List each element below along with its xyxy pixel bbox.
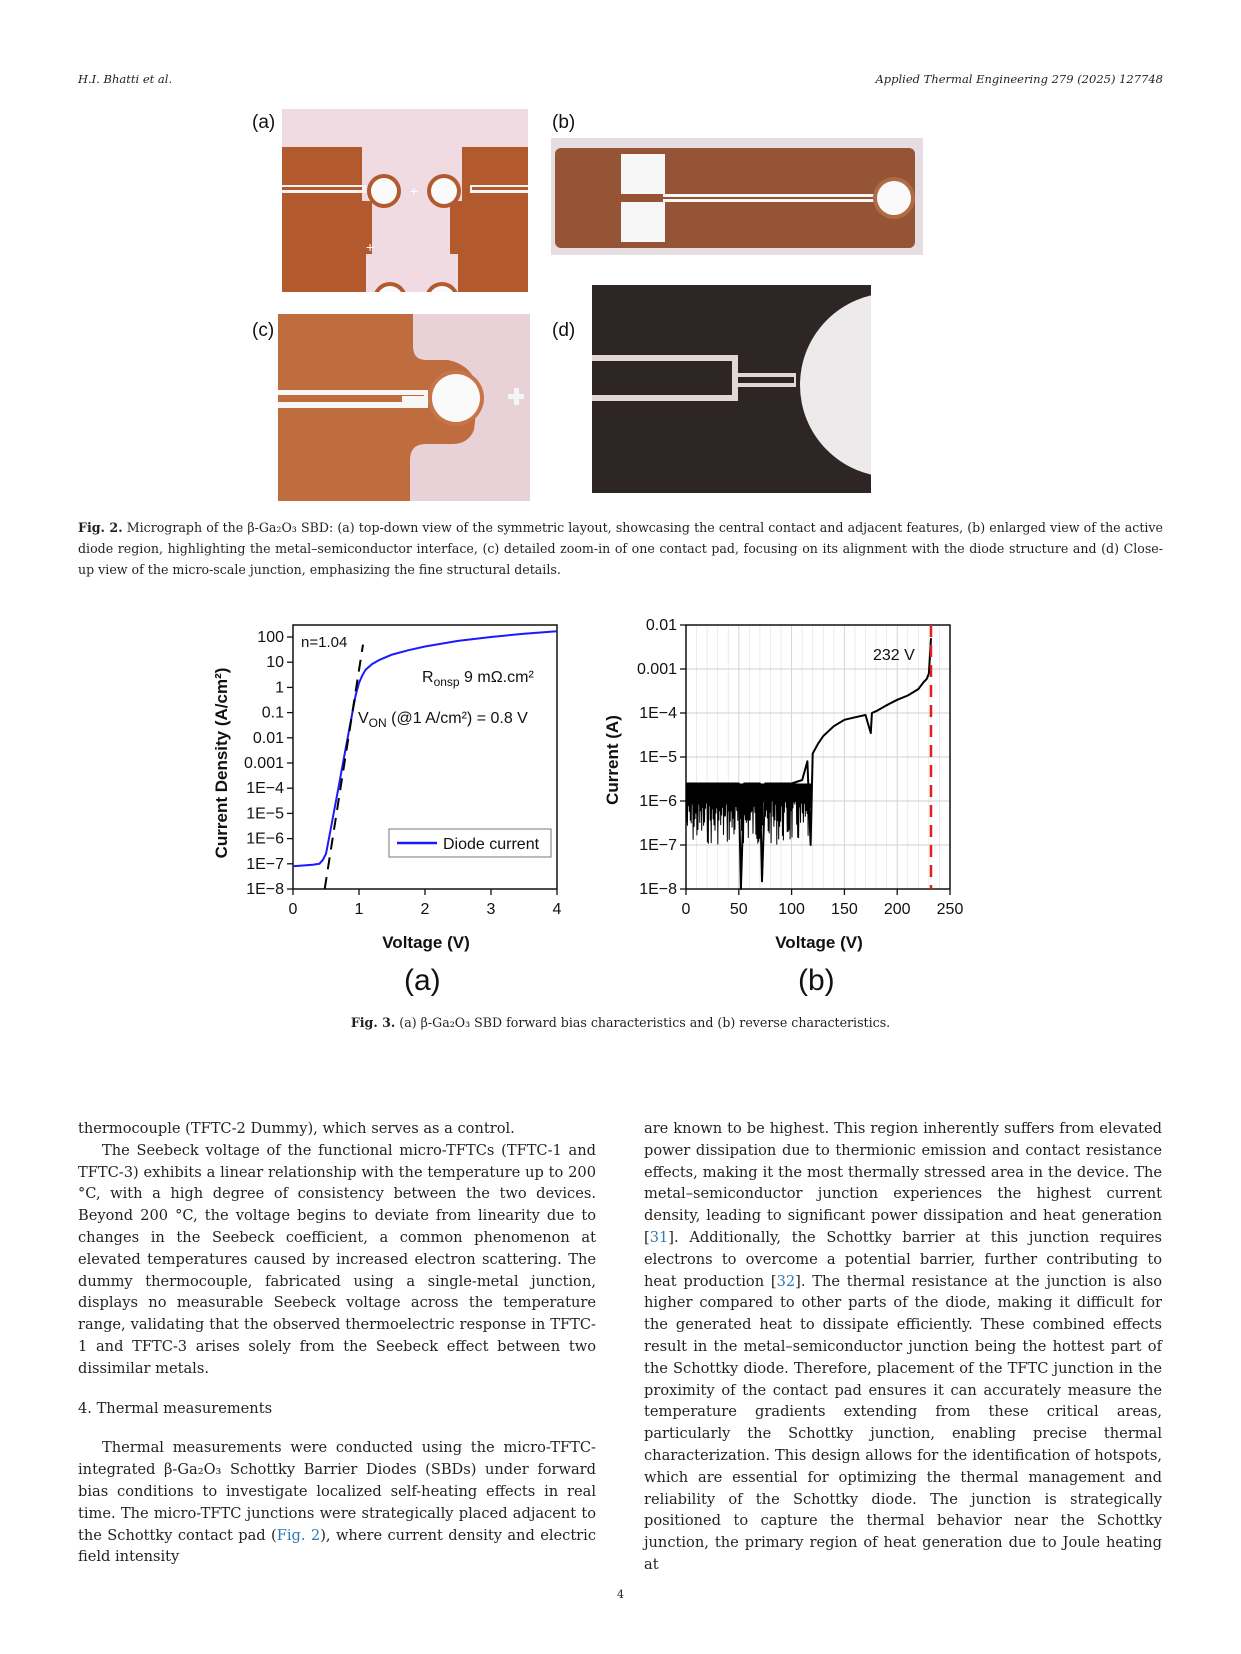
von-subscript: ON [368,716,387,730]
figure-3-caption-text: (a) β-Ga₂O₃ SBD forward bias characteristics and (b) reverse characteristics. [399,1015,891,1030]
y-tick-label: 0.001 [243,755,284,773]
forward-bias-chart [205,605,585,995]
micrograph-d [592,285,871,493]
left-paragraph-continuation: thermocouple (TFTC-2 Dummy), which serves as a control. [78,1120,515,1137]
chart-a-ronsp-annotation [422,669,534,689]
micrograph-b [551,138,923,255]
figure-3-label: Fig. 3. [350,1015,396,1030]
chart-a-xlabel: Voltage (V) [382,933,470,952]
chart-b-breakdown-annotation: 232 V [873,647,915,664]
micrograph-a [282,109,528,292]
figure-2-reference-link[interactable]: Fig. 2 [276,1526,321,1544]
y-tick-label: 1E−6 [246,830,284,848]
reverse-bias-chart [600,605,980,995]
right-text-3: ]. The thermal resistance at the junction is also higher compared to other parts of the diode, making it difficult for the generated heat to dissipate efficiently. These combined effects result in the metal–semiconductor junction being the hottest part of the Schottky diode. Therefore, placement of the TFTC junction in the proximity of the contact pad ensures it can accurately measure the temperature gradients extending from these critical areas, particularly the Schottky junction, enabling precise thermal characterization. This design allows for the identification of hotspots, which are essential for optimizing the thermal management and reliability of the Schottky diode. The junction is strategically positioned to capture the thermal behavior near the Schottky junction, the primary region of heat generation due to Joule heating at [644,1272,1163,1573]
body-right-column [644,1118,1162,1576]
y-tick-label: 1E−7 [246,855,284,873]
data-series-line [686,638,931,889]
chart-a-ylabel: Current Density (A/cm²) [212,667,231,859]
right-text-2: ]. Additionally, the Schottky barrier at this junction requires electrons to overcome a potential barrier, further contributing to heat production [ [644,1228,1162,1290]
x-tick-label: 4 [552,901,562,918]
left-paragraph-seebeck: The Seebeck voltage of the functional micro-TFTCs (TFTC-1 and TFTC-3) exhibits a linear relationship with the temperature up to 200 °C, with a high degree of consistency between the two devices. Beyond 200 °C, the voltage begins to deviate from linearity due to changes in the Seebeck coefficient, a common phenomenon at elevated temperatures caused by increased electron scattering. The dummy thermocouple, fabricated using a single-metal junction, displays no measurable Seebeck voltage across the temperature range, validating that the observed thermoelectric response in TFTC-1 and TFTC-3 arises solely from the Seebeck effect between two dissimilar metals. [78,1141,596,1377]
x-tick-label: 150 [831,901,858,918]
y-tick-label: 1E−5 [246,805,284,823]
y-tick-label: 1E−4 [246,780,284,798]
chart-b-ylabel: Current (A) [603,715,622,805]
x-tick-label: 100 [778,901,805,918]
figure-2-caption-text: Micrograph of the β-Ga₂O₃ SBD: (a) top-down view of the symmetric layout, showcasing the central contact and adjacent features, (b) enlarged view of the active diode region, highlighting the metal–semiconductor interface, (c) detailed zoom-in of one contact pad, focusing on its alignment with the diode structure and (d) Close-up view of the micro-scale junction, emphasizing the fine structural details. [78,520,1163,577]
chart-a-legend [389,829,551,857]
ronsp-subscript: onsp [433,675,460,689]
ronsp-value: 9 mΩ.cm² [459,669,534,686]
y-tick-label: 10 [266,654,284,672]
fit-line-series [325,645,363,889]
y-tick-label: 1E−6 [639,793,677,810]
chart-a-legend-entry: Diode current [443,836,540,853]
x-tick-label: 250 [936,901,964,918]
y-tick-label: 0.1 [261,704,284,722]
micrograph-c [278,314,530,501]
chart-b-xlabel: Voltage (V) [775,933,863,952]
panel-label-b: (b) [552,112,576,133]
noise-series-line [686,784,811,845]
y-tick-label: 0.01 [252,729,284,747]
left-paragraph-thermal [78,1437,596,1568]
x-tick-label: 0 [288,901,298,918]
y-tick-label: 100 [257,629,284,647]
thermal-text-2: ), where current density and electric field intensity [78,1526,596,1566]
right-paragraph [644,1118,1162,1576]
right-text-1: are known to be highest. This region inherently suffers from elevated power dissipation due to thermionic emission and contact resistance effects, making it the most thermally stressed area in the device. The metal–semiconductor junction experiences the highest current density, leading to significant power dissipation and heat generation [ [644,1120,1162,1246]
x-tick-label: 0 [681,901,691,918]
panel-label-a: (a) [252,112,276,133]
citation-32-link[interactable]: 32 [776,1272,796,1290]
y-tick-label: 1E−8 [246,881,284,898]
panel-label-d: (d) [552,320,576,341]
y-tick-label: 0.001 [636,661,677,678]
x-tick-label: 50 [729,901,748,918]
y-tick-label: 0.01 [645,617,677,634]
y-tick-label: 1 [275,679,284,697]
body-left-column [78,1118,596,1568]
y-tick-label: 1E−8 [639,881,677,898]
chart-a-von-annotation [358,710,528,730]
chart-a-ideality-annotation: n=1.04 [301,634,348,651]
y-tick-label: 1E−4 [639,705,677,722]
svg-text:+: + [366,239,375,255]
figure-3a-label: (a) [404,964,441,997]
x-tick-label: 200 [883,901,911,918]
ronsp-symbol: R [422,669,434,686]
figure-3-caption [0,1015,1241,1030]
svg-text:+: + [410,183,419,199]
y-tick-label: 1E−5 [639,749,677,766]
von-value: (@1 A/cm²) = 0.8 V [386,710,528,727]
y-tick-label: 1E−7 [639,837,677,854]
x-tick-label: 1 [354,901,364,918]
citation-31-link[interactable]: 31 [649,1228,669,1246]
panel-label-c: (c) [252,320,275,341]
figure-3b-label: (b) [798,964,835,997]
section-heading-thermal-measurements: 4. Thermal measurements [78,1399,273,1417]
von-symbol: V [358,710,369,727]
figure-2-label: Fig. 2. [78,520,123,535]
x-tick-label: 2 [420,901,430,918]
thermal-text-1: Thermal measurements were conducted using the micro-TFTC-integrated β-Ga₂O₃ Schottky Barrier Diodes (SBDs) under forward bias conditions to investigate localized self-heating effects in real time. The micro-TFTC junctions were strategically placed adjacent to the Schottky contact pad ( [78,1439,596,1544]
x-tick-label: 3 [486,901,496,918]
page-number: 4 [617,1588,624,1601]
running-header-authors: H.I. Bhatti et al. [78,72,173,86]
figure-2-caption [78,517,1163,580]
running-header-journal: Applied Thermal Engineering 279 (2025) 127748 [875,72,1163,86]
